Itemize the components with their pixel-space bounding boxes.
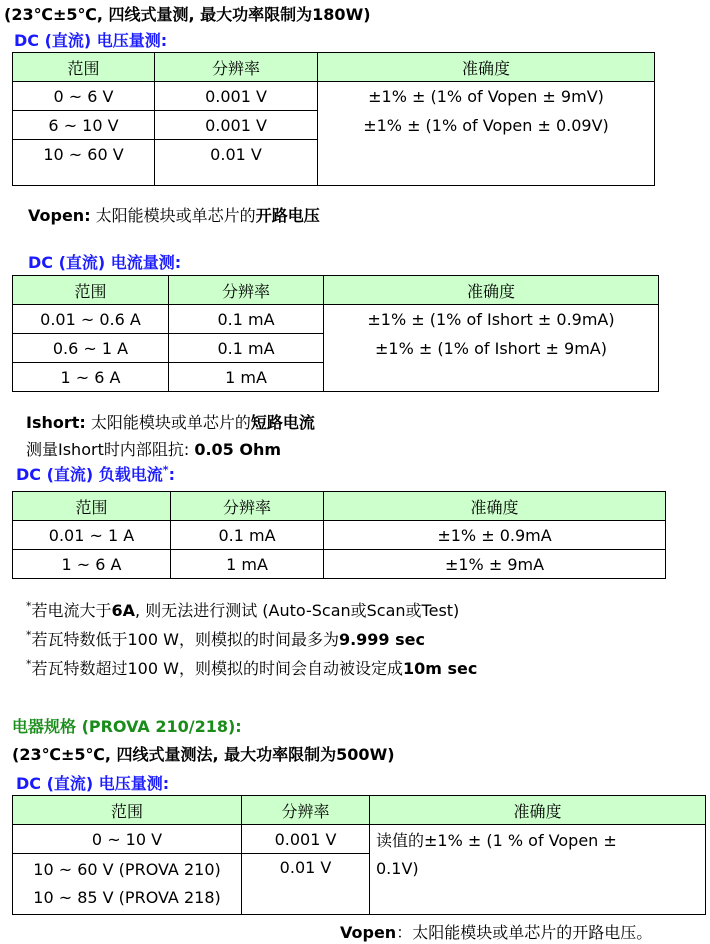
vopen-note-2: Vopen：太阳能模块或单芯片的开路电压。 [340, 923, 653, 942]
table-cell: 1 ~ 6 A [13, 363, 169, 392]
header-resolution: 分辨率 [242, 796, 370, 825]
dc-voltage-title: DC (直流) 电压量测: [14, 31, 168, 50]
table-cell: ±1% ± (1% of Ishort ± 9mA) [324, 334, 659, 392]
table-cell: 0 ~ 10 V [13, 825, 242, 854]
condition-header: (23℃±5℃, 四线式量测, 最大功率限制为180W) [4, 5, 371, 24]
table-cell: 1 ~ 6 A [13, 550, 171, 579]
dc-current-table [12, 275, 659, 392]
table-cell: ±1% ± (1% of Vopen ± 0.09V) [318, 111, 655, 186]
header-range: 范围 [13, 53, 155, 82]
header-resolution: 分辨率 [169, 276, 324, 305]
table-cell: 0.001 V [155, 82, 318, 111]
table-cell: 0.01 ~ 1 A [13, 521, 171, 550]
table-cell: 10 ~ 60 V [13, 140, 155, 186]
table-cell: 读值的±1% ± (1 % of Vopen ± 0.1V) [370, 825, 706, 915]
table-cell: ±1% ± (1% of Ishort ± 0.9mA) [324, 305, 659, 334]
header-accuracy: 准确度 [324, 492, 666, 521]
resistance-note: 测量Ishort时内部阻抗: 0.05 Ohm [26, 440, 282, 459]
table-cell: 0.01 V [242, 854, 370, 915]
table-cell: ±1% ± 0.9mA [324, 521, 666, 550]
footnote: *若瓦特数低于100 W，则模拟的时间最多为9.999 sec [26, 628, 425, 649]
table-cell: 0.01 ~ 0.6 A [13, 305, 169, 334]
table-cell: ±1% ± (1% of Vopen ± 9mV) [318, 82, 655, 111]
table-cell: 0.1 mA [171, 521, 324, 550]
table-cell: 1 mA [171, 550, 324, 579]
ishort-note: Ishort: 太阳能模块或单芯片的短路电流 [26, 413, 315, 432]
load-current-table [12, 491, 666, 579]
footnote: *若电流大于6A, 则无法进行测试 (Auto-Scan或Scan或Test) [26, 599, 460, 620]
table-cell: ±1% ± 9mA [324, 550, 666, 579]
spec-condition: (23℃±5℃, 四线式量测法, 最大功率限制为500W) [12, 745, 395, 764]
dc-voltage-table [12, 52, 655, 186]
table-cell: 0.001 V [242, 825, 370, 854]
dc-voltage-table-2 [12, 795, 706, 915]
header-accuracy: 准确度 [324, 276, 659, 305]
header-range: 范围 [13, 276, 169, 305]
load-current-title: DC (直流) 负载电流*: [16, 463, 175, 484]
header-range: 范围 [13, 796, 242, 825]
table-cell: 0.1 mA [169, 305, 324, 334]
header-resolution: 分辨率 [171, 492, 324, 521]
vopen-note: Vopen: 太阳能模块或单芯片的开路电压 [28, 206, 320, 225]
header-accuracy: 准确度 [370, 796, 706, 825]
table-cell: 0.6 ~ 1 A [13, 334, 169, 363]
table-cell: 10 ~ 60 V (PROVA 210) 10 ~ 85 V (PROVA 218) [13, 854, 242, 915]
header-resolution: 分辨率 [155, 53, 318, 82]
footnote: *若瓦特数超过100 W，则模拟的时间会自动被设定成10m sec [26, 657, 478, 678]
dc-voltage-title-2: DC (直流) 电压量测: [16, 774, 170, 793]
header-range: 范围 [13, 492, 171, 521]
table-cell: 6 ~ 10 V [13, 111, 155, 140]
spec-section-title: 电器规格 (PROVA 210/218): [12, 717, 242, 736]
table-cell: 0.01 V [155, 140, 318, 186]
table-cell: 0.1 mA [169, 334, 324, 363]
table-cell: 0.001 V [155, 111, 318, 140]
dc-current-title: DC (直流) 电流量测: [28, 253, 182, 272]
table-cell: 1 mA [169, 363, 324, 392]
table-cell: 0 ~ 6 V [13, 82, 155, 111]
header-accuracy: 准确度 [318, 53, 655, 82]
